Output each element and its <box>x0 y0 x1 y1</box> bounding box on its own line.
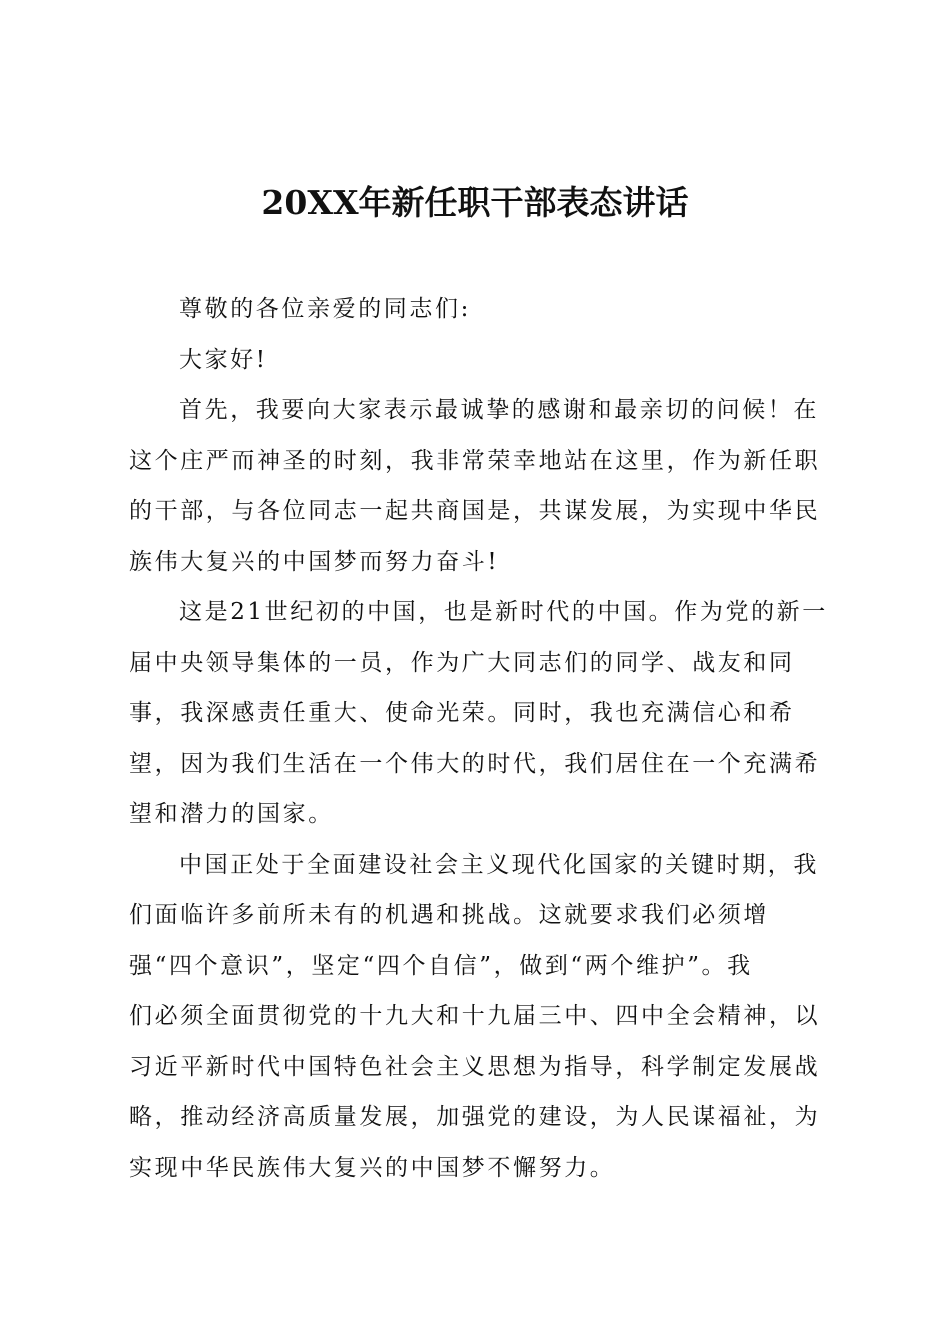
text-line: 首先，我要向大家表示最诚挚的感谢和最亲切的问候！在 <box>179 397 819 423</box>
text-line: 略，推动经济高质量发展，加强党的建设，为人民谋福祉，为 <box>129 1104 821 1130</box>
text-line: 这是21世纪初的中国，也是新时代的中国。作为党的新一 <box>179 599 828 625</box>
text-line: 事，我深感责任重大、使命光荣。同时，我也充满信心和希 <box>129 700 795 726</box>
text-line: 大家好! <box>179 346 268 373</box>
text-line: 这个庄严而神圣的时刻，我非常荣幸地站在这里，作为新任职 <box>129 447 821 474</box>
text-line: 强“四个意识”，坚定“四个自信”，做到“两个维护”。我 <box>129 952 753 979</box>
text-line: 届中央领导集体的一员，作为广大同志们的同学、战友和同 <box>129 649 795 676</box>
text-line: 的干部，与各位同志一起共商国是，共谋发展，为实现中华民 <box>129 498 821 524</box>
text-line: 中国正处于全面建设社会主义现代化国家的关键时期，我 <box>179 851 819 878</box>
text-line: 们必须全面贯彻党的十九大和十九届三中、四中全会精神，以 <box>129 1003 821 1029</box>
text-line: 尊敬的各位亲爱的同志们: <box>179 296 471 322</box>
text-line: 们面临许多前所未有的机遇和挑战。这就要求我们必须增 <box>129 902 769 928</box>
text-line: 族伟大复兴的中国梦而努力奋斗! <box>129 548 500 575</box>
text-line: 习近平新时代中国特色社会主义思想为指导，科学制定发展战 <box>129 1053 821 1080</box>
document-body <box>129 284 828 1193</box>
text-line: 望和潜力的国家。 <box>129 801 334 827</box>
text-line: 实现中华民族伟大复兴的中国梦不懈努力。 <box>129 1154 616 1181</box>
text-line: 望，因为我们生活在一个伟大的时代，我们居住在一个充满希 <box>129 750 821 777</box>
document-title: 20XX年新任职干部表态讲话 <box>261 183 689 222</box>
